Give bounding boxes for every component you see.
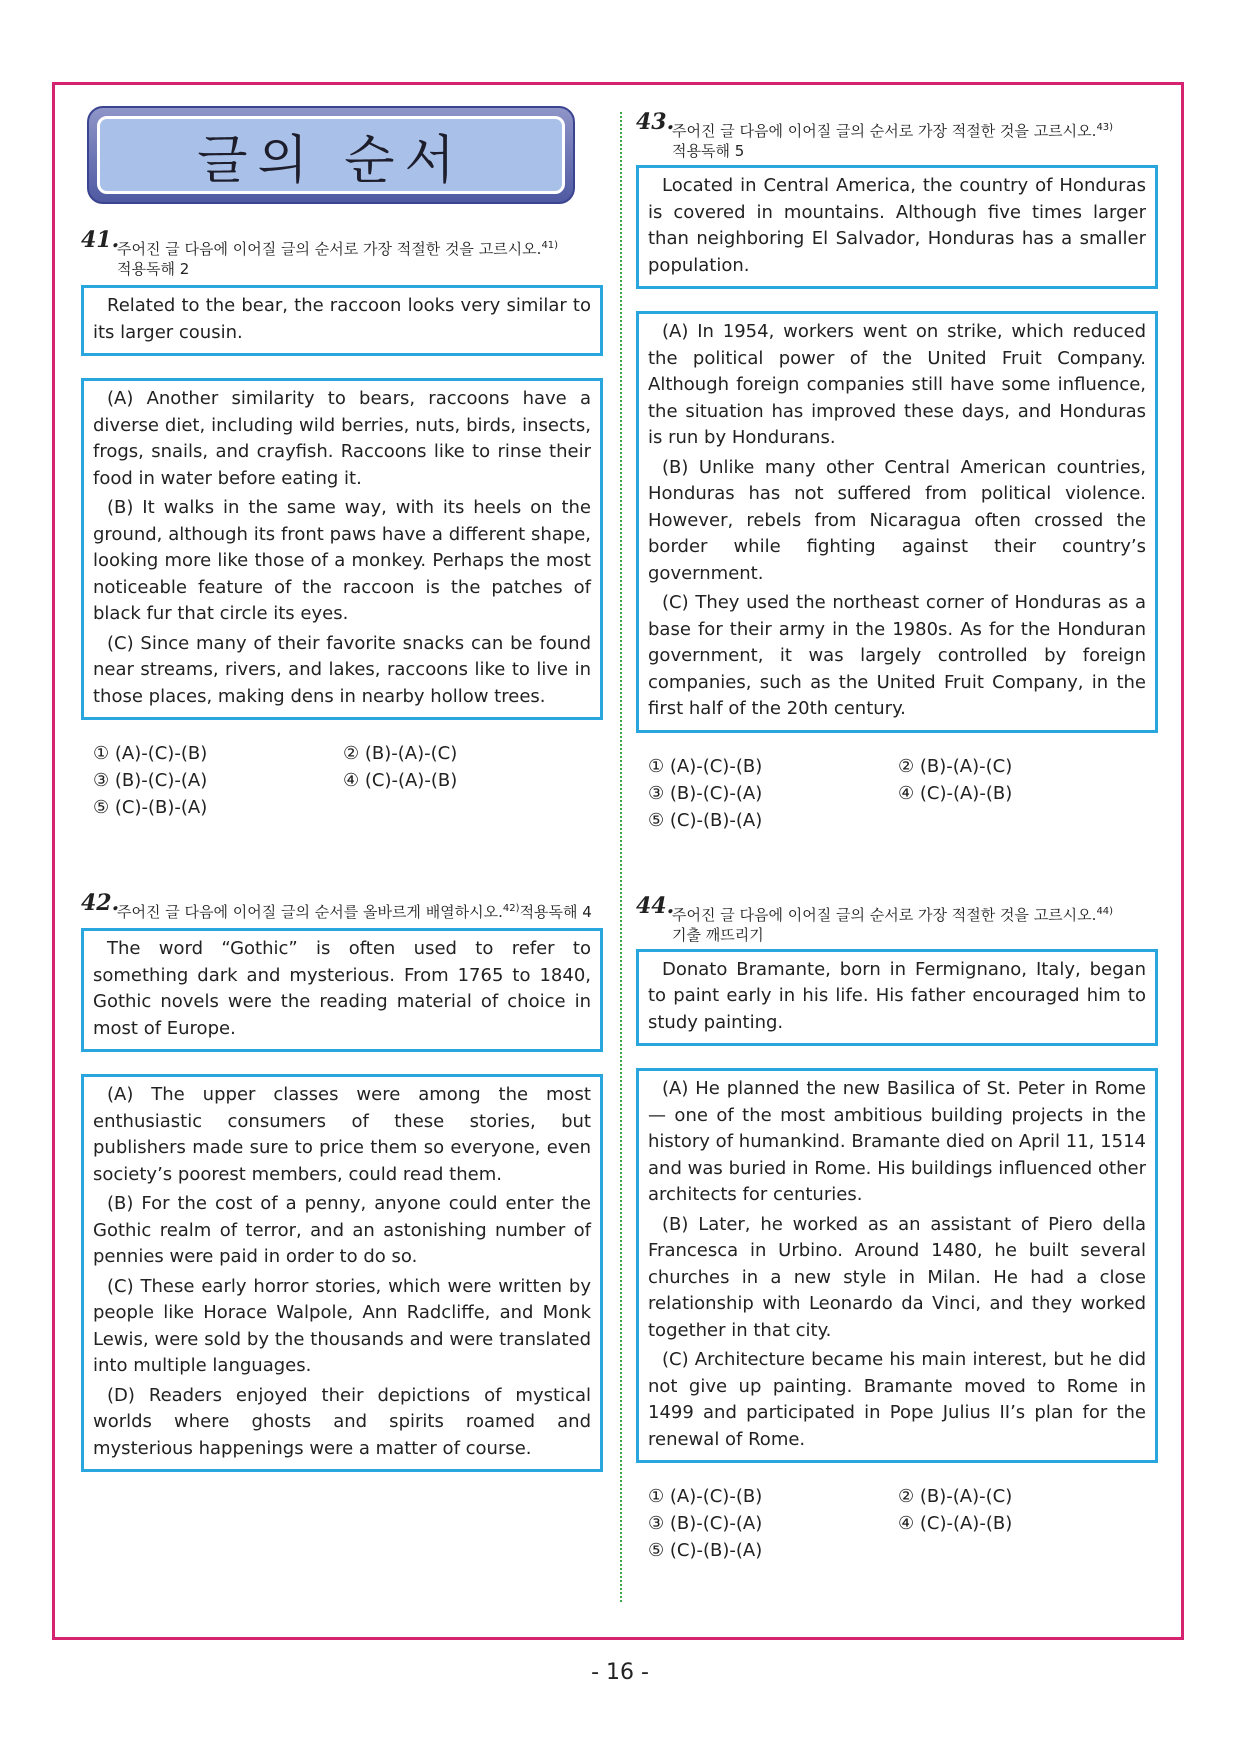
choice-1[interactable]: ① (A)-(C)-(B) (93, 743, 208, 764)
options-passage (81, 378, 603, 720)
footnote-ref: 41) (541, 240, 559, 251)
footnote-ref: 43) (1096, 122, 1114, 133)
given-passage: The word “Gothic” is often used to refer to something dark and mysterious. From 1765 to 1840, Gothic novels were the reading material of choice in most of Europe. (81, 928, 603, 1052)
choice-4[interactable]: ④ (C)-(A)-(B) (898, 782, 1013, 804)
answer-choices (81, 740, 603, 821)
choice-4[interactable]: ④ (C)-(A)-(B) (898, 1513, 1013, 1534)
question-number: 42. (81, 890, 120, 916)
left-column (81, 106, 603, 1472)
paragraph-b: (B) Later, he worked as an assistant of Piero della Francesca in Urbino. Around 1480, he built several churches in a new style in Milan. He had a close relationship with Leonardo da Vinci, and they worked together in that city. (648, 1213, 1146, 1341)
paragraph-c: (C) They used the northeast corner of Honduras as a base for their army in the 1980s. As for the Honduran government, it was largely controlled by foreign companies, such as the United Fruit Company, in the first half of the 20th century. (648, 592, 1146, 719)
choice-3[interactable]: ③ (B)-(C)-(A) (93, 770, 208, 791)
choice-5[interactable]: ⑤ (C)-(B)-(A) (648, 1540, 763, 1561)
choice-4[interactable]: ④ (C)-(A)-(B) (343, 770, 458, 791)
footnote-ref: 44) (1096, 905, 1114, 917)
question-source: 적용독해 2 (117, 260, 190, 278)
paragraph-a: (A) In 1954, workers went on strike, which reduced the political power of the United Fruit Company. Although foreign companies still have some influence, the situation has improved these days, and Honduras is run by Hondurans. (648, 321, 1146, 448)
answer-choices (636, 1483, 1158, 1564)
choice-2[interactable]: ② (B)-(A)-(C) (898, 755, 1013, 777)
question-source: 기출 깨뜨리기 (672, 925, 764, 944)
question-header (81, 227, 603, 279)
choice-3[interactable]: ③ (B)-(C)-(A) (648, 1513, 763, 1534)
question-44 (636, 892, 1158, 1565)
choice-5[interactable]: ⑤ (C)-(B)-(A) (93, 797, 208, 818)
choice-2[interactable]: ② (B)-(A)-(C) (898, 1486, 1013, 1507)
column-divider (620, 112, 622, 1602)
footnote-ref: 42) (502, 903, 520, 914)
paragraph-a: (A) The upper classes were among the most enthusiastic consumers of these stories, but publishers made sure to price them so everyone, even society’s poorest members, could read them. (93, 1084, 591, 1185)
paragraph-c: (C) Since many of their favorite snacks can be found near streams, rivers, and lakes, raccoons like to live in those places, making dens in nearby hollow trees. (93, 632, 591, 707)
paragraph-c: (C) Architecture became his main interest, but he did not give up painting. Bramante moved to Rome in 1499 and participated in Pope Julius II’s plan for the renewal of Rome. (648, 1349, 1146, 1450)
question-number: 41. (81, 227, 120, 253)
choice-1[interactable]: ① (A)-(C)-(B) (648, 755, 763, 777)
choice-1[interactable]: ① (A)-(C)-(B) (648, 1486, 763, 1507)
question-number: 44. (636, 892, 675, 919)
given-passage: Donato Bramante, born in Fermignano, Italy, began to paint early in his life. His father encouraged him to study painting. (636, 949, 1158, 1047)
options-passage (636, 311, 1158, 733)
question-header (636, 892, 1158, 945)
paragraph-b: (B) For the cost of a penny, anyone could enter the Gothic realm of terror, and an astonishing number of pennies were paid in order to do so. (93, 1193, 591, 1267)
paragraph-d: (D) Readers enjoyed their depictions of mystical worlds where ghosts and spirits roamed and mysterious happenings were a matter of course. (93, 1384, 591, 1459)
choice-2[interactable]: ② (B)-(A)-(C) (343, 743, 458, 764)
given-passage: Related to the bear, the raccoon looks very similar to its larger cousin. (81, 285, 603, 356)
question-prompt: 주어진 글 다음에 이어질 글의 순서로 가장 적절한 것을 고르시오. (672, 905, 1097, 924)
question-42 (81, 890, 603, 1472)
question-prompt: 주어진 글 다음에 이어질 글의 순서로 가장 적절한 것을 고르시오. (117, 240, 542, 258)
options-passage (81, 1074, 603, 1472)
paragraph-a: (A) He planned the new Basilica of St. Peter in Rome — one of the most ambitious building projects in the history of humankind. Bramante died on April 11, 1514 and was buried in Rome. His buildings influenced other architects for centuries. (648, 1078, 1146, 1205)
paragraph-b: (B) It walks in the same way, with its heels on the ground, although its front paws have a different shape, looking more like those of a monkey. Perhaps the most noticeable feature of the raccoon is the patches of black fur that circle its eyes. (93, 497, 591, 624)
question-header (636, 109, 1158, 161)
question-prompt: 주어진 글 다음에 이어질 글의 순서로 가장 적절한 것을 고르시오. (672, 122, 1097, 140)
title-banner (87, 106, 575, 204)
question-header (81, 890, 603, 922)
question-41 (81, 227, 603, 821)
choice-3[interactable]: ③ (B)-(C)-(A) (648, 782, 763, 804)
given-passage: Located in Central America, the country of Honduras is covered in mountains. Although five times larger than neighboring El Salvador, Honduras has a smaller population. (636, 165, 1158, 289)
paragraph-b: (B) Unlike many other Central American countries, Honduras has not suffered from political violence. However, rebels from Nicaragua often crossed the border while fighting against their country’s government. (648, 456, 1146, 584)
question-source: 적용독해 4 (519, 903, 592, 921)
question-number: 43. (636, 109, 675, 135)
question-prompt: 주어진 글 다음에 이어질 글의 순서를 올바르게 배열하시오. (117, 903, 503, 921)
options-passage (636, 1068, 1158, 1463)
page-number: - 16 - (591, 1660, 649, 1685)
paragraph-a: (A) Another similarity to bears, raccoons have a diverse diet, including wild berries, nuts, birds, insects, frogs, snails, and crayfish. Raccoons like to rinse their food in water before eating it. (93, 388, 591, 489)
question-source: 적용독해 5 (672, 142, 745, 160)
question-43 (636, 109, 1158, 834)
page-title: 글의 순서 (197, 130, 465, 191)
choice-5[interactable]: ⑤ (C)-(B)-(A) (648, 809, 763, 831)
right-column (636, 109, 1158, 1564)
answer-choices (636, 753, 1158, 834)
paragraph-c: (C) These early horror stories, which were written by people like Horace Walpole, Ann Radcliffe, and Monk Lewis, were sold by the thousands and were translated into multiple languages. (93, 1275, 591, 1376)
